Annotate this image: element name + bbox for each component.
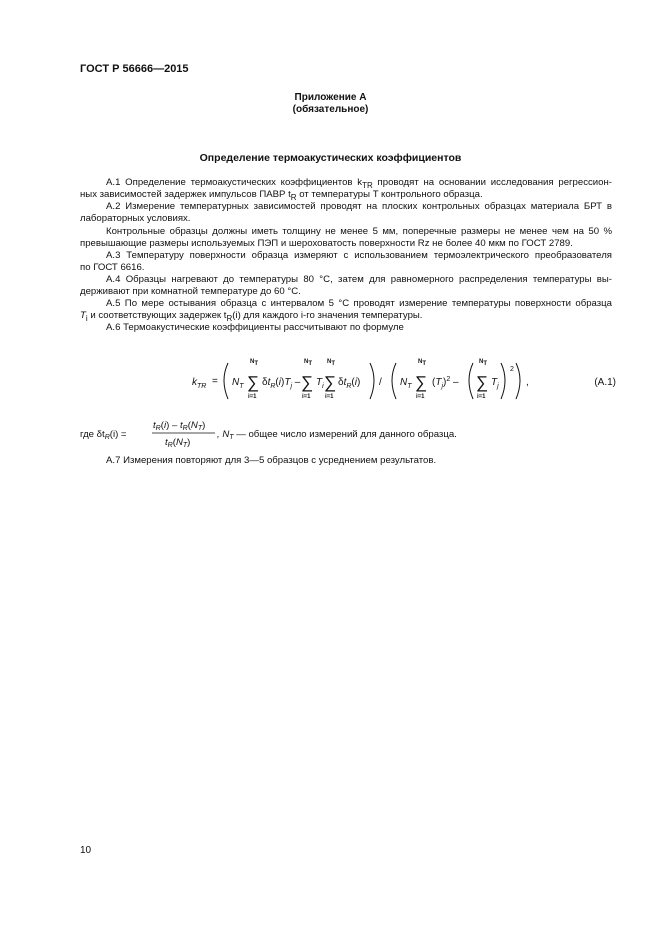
- text-run: (i) для каждого i-го значения температуры.: [232, 310, 423, 321]
- formula-number: (А.1): [594, 377, 616, 388]
- text-run: от температуры T контрольного образца.: [296, 189, 483, 200]
- sum4-sigma: ∑: [415, 373, 428, 392]
- sum5-lower: i=1: [477, 394, 486, 400]
- right-paren: [370, 363, 374, 399]
- exponent-2: 2: [510, 366, 514, 373]
- paragraph-a3-line1: А.3 Температуру поверхности образца измеряют с использованием термоэлектрического преобразователя: [106, 250, 612, 261]
- document-header: ГОСТ Р 56666—2015: [80, 63, 189, 75]
- right-paren-2: [516, 363, 520, 399]
- text-run: T: [80, 310, 86, 321]
- left-paren-3: [469, 363, 473, 399]
- formula-lhs: $k_{TR}$: [192, 377, 207, 390]
- equals-sign: =: [212, 376, 218, 387]
- appendix-title: Приложение А: [294, 92, 367, 103]
- sum1-sigma: ∑: [247, 373, 260, 392]
- var-NT-2: $N_T$: [400, 377, 412, 390]
- text-run: А.1 Определение термоакустических коэффициентов k: [106, 177, 363, 188]
- sum1-lower: i=1: [248, 394, 257, 400]
- sum1-upper: NT: [250, 359, 259, 367]
- sum2-upper: NT: [304, 359, 313, 367]
- section-title: Определение термоакустических коэффициентов: [199, 152, 462, 164]
- paragraph-a3-line2: по ГОСТ 6616.: [80, 262, 145, 273]
- text-run: проводят на основании исследования регрессион-: [372, 177, 612, 188]
- subscript: R: [226, 313, 233, 323]
- right-paren-3: [501, 363, 505, 399]
- paragraph-a2b-line1: Контрольные образцы должны иметь толщину не менее 5 мм, поперечные размеры не менее чем на 50 %: [106, 226, 612, 237]
- var-NT: $N_T$: [232, 377, 244, 390]
- where-clause: [80, 418, 620, 448]
- term1: $\delta t_R(i)T_j$ –: [262, 377, 301, 390]
- paragraph-a5-line1: А.5 По мере остывания образца с интервалом 5 °С проводят измерение температуры поверхности образца: [106, 298, 612, 309]
- term3: $\delta t_R(i)$: [338, 377, 361, 390]
- page-number: 10: [80, 845, 92, 856]
- sum4-upper: NT: [418, 359, 427, 367]
- divide-slash: /: [379, 377, 382, 388]
- subscript: R: [290, 192, 297, 202]
- appendix-status: (обязательное): [292, 104, 369, 115]
- paragraph-a4-line1: А.4 Образцы нагревают до температуры 80 °С, затем для равномерного распределения температуры вы-: [106, 274, 612, 285]
- subscript: i: [85, 313, 88, 323]
- sum3-upper: NT: [327, 359, 336, 367]
- sum5-upper: NT: [479, 359, 488, 367]
- term4: $(T_j)^2$ –: [432, 376, 459, 390]
- paragraph-a7: А.7 Измерения повторяют для 3—5 образцов с усреднением результатов.: [106, 455, 437, 466]
- subscript: TR: [362, 180, 373, 190]
- sum3-sigma: ∑: [324, 373, 337, 392]
- sum5-sigma: ∑: [476, 373, 489, 392]
- sum3-lower: i=1: [325, 394, 334, 400]
- paragraph-a2-line1: А.2 Измерение температурных зависимостей проводят на плоских контрольных образцах материала БРТ в: [106, 201, 612, 212]
- where-prefix: где $\delta t_R(i)$ =: [80, 429, 127, 441]
- sum4-lower: i=1: [416, 394, 425, 400]
- sum2-lower: i=1: [302, 394, 311, 400]
- where-graphic: [80, 418, 620, 448]
- text-run: и соответствующих задержек t: [87, 310, 227, 321]
- fraction-denominator: $t_R(N_T)$: [165, 437, 191, 448]
- left-paren-2: [392, 363, 396, 399]
- formula-comma: ,: [526, 377, 529, 388]
- paragraph-a2-line2: лабораторных условиях.: [80, 213, 191, 224]
- sum2-sigma: ∑: [301, 373, 314, 392]
- text-run: ных зависимостей задержек импульсов ПАВР t: [80, 189, 291, 200]
- term2: $T_i$: [316, 377, 324, 390]
- paragraph-a6: А.6 Термоакустические коэффициенты рассчитывают по формуле: [106, 322, 404, 333]
- left-paren: [224, 363, 228, 399]
- fraction-numerator: $t_R(i) - t_R(N_T)$: [153, 420, 206, 432]
- where-suffix: , $N_T$ — общее число измерений для данного образца.: [217, 429, 457, 441]
- term5: $T_j$: [491, 377, 499, 390]
- formula-a1: [80, 355, 616, 405]
- paragraph-a4-line2: держивают при комнатной температуре до 60 °С.: [80, 286, 301, 297]
- paragraph-a2b-line2: превышающие размеры используемых ПЭП и шероховатость поверхности Rz не более 40 мкм по ГОСТ 2789.: [80, 238, 573, 249]
- formula-graphic: [80, 355, 616, 405]
